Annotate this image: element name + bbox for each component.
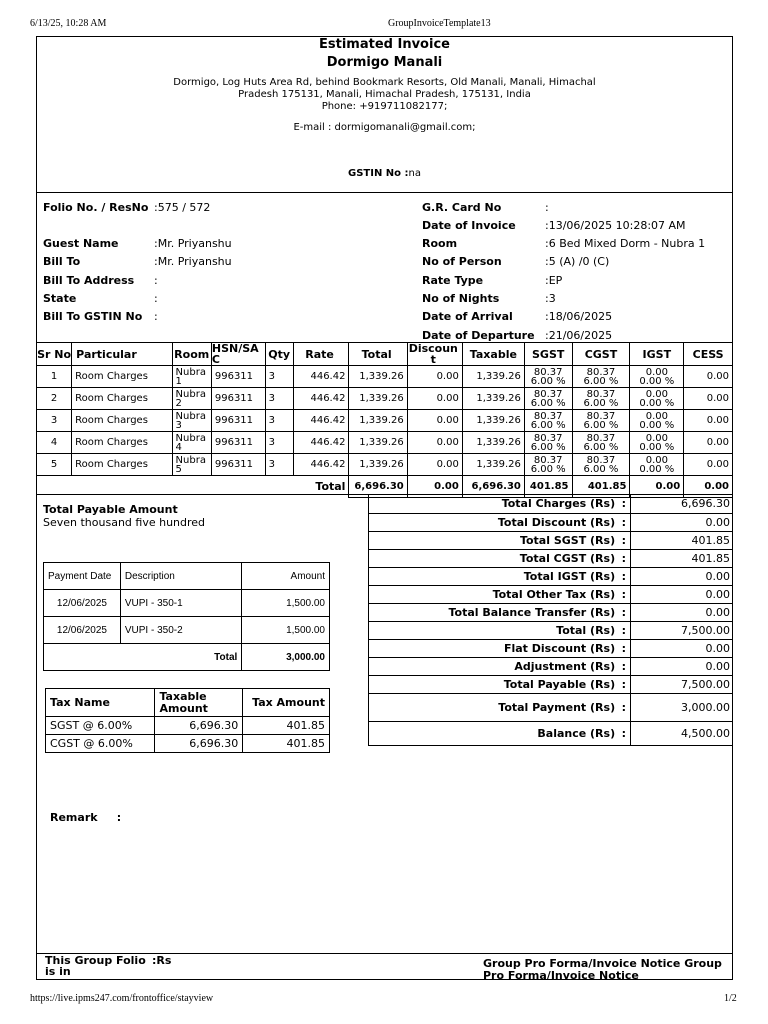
table-row: 3 Room Charges Nubra 3 996311 3 446.42 1,339.26 0.00 1,339.26 80.37 6.00 % 80.37 6.00 % 0.00 0.00 % 0.00 [37,410,733,432]
bill-to-value: :Mr. Priyanshu [154,255,232,268]
arrival-label: Date of Arrival [422,310,513,323]
payments-total-label: Total [44,644,242,671]
col-rate: Rate [293,343,349,366]
room-value: :6 Bed Mixed Dorm - Nubra 1 [545,237,706,250]
col-srno: Sr No [37,343,72,366]
items-table [36,342,733,498]
col-cgst: CGST [572,343,630,366]
print-doc-title: GroupInvoiceTemplate13 [388,18,491,29]
folio-value: :575 / 572 [154,201,211,214]
col-taxable: Taxable [462,343,524,366]
invoice-date-value: :13/06/2025 10:28:07 AM [545,219,686,232]
summary-row: Total Balance Transfer (Rs) : 0.00 [369,603,734,621]
col-taxable-amount: Taxable Amount [155,689,243,717]
table-row: 5 Room Charges Nubra 5 996311 3 446.42 1,339.26 0.00 1,339.26 80.37 6.00 % 80.37 6.00 % 0.00 0.00 % 0.00 [37,454,733,476]
summary-row: Total CGST (Rs) : 401.85 [369,549,734,567]
departure-value: :21/06/2025 [545,329,613,342]
items-total-cess: 0.00 [684,476,733,498]
invoice-date-label: Date of Invoice [422,219,516,232]
gstin-value: na [408,168,421,179]
col-tax-name: Tax Name [46,689,155,717]
payable-words-block [43,503,205,529]
guest-name-value: :Mr. Priyanshu [154,237,232,250]
footer-currency: :Rs [152,954,172,967]
payments-table [43,562,330,671]
payable-words: Seven thousand five hundred [43,516,206,529]
rate-type-value: :EP [545,274,563,287]
tax-summary-table [45,688,330,753]
bill-to-gstin-label: Bill To GSTIN No [43,310,143,323]
table-row: 12/06/2025 VUPI - 350-1 1,500.00 [44,590,330,617]
items-total-discount: 0.00 [407,476,462,498]
summary-row: Total Charges (Rs) : 6,696.30 [369,495,734,513]
gstin-label: GSTIN No : [348,168,409,179]
folio-label: Folio No. / ResNo [43,201,149,214]
gstin-row [36,168,733,179]
summary-row: Adjustment (Rs) : 0.00 [369,657,734,675]
nights-value: :3 [545,292,556,305]
departure-label: Date of Departure [422,329,535,342]
summary-row: Balance (Rs) : 4,500.00 [369,721,734,745]
bill-to-address-value: : [154,274,158,287]
col-igst: IGST [630,343,684,366]
col-particular: Particular [72,343,172,366]
col-cess: CESS [684,343,733,366]
summary-row: Total Other Tax (Rs) : 0.00 [369,585,734,603]
print-datetime: 6/13/25, 10:28 AM [30,18,107,29]
col-amount: Amount [242,563,330,590]
payments-total: 3,000.00 [242,644,330,671]
invoice-header [36,36,733,134]
col-qty: Qty [265,343,293,366]
footer-notice: Group Pro Forma/Invoice Notice Group Pro Forma/Invoice Notice [483,957,722,982]
table-row: 2 Room Charges Nubra 2 996311 3 446.42 1,339.26 0.00 1,339.26 80.37 6.00 % 80.37 6.00 % 0.00 0.00 % 0.00 [37,388,733,410]
print-page-number: 1/2 [724,993,737,1004]
nights-label: No of Nights [422,292,500,305]
hotel-address-line2: Pradesh 175131, Manali, Himachal Pradesh, 175131, India [238,89,531,100]
summary-row: Total Payment (Rs) : 3,000.00 [369,693,734,721]
table-row: 1 Room Charges Nubra 1 996311 3 446.42 1,339.26 0.00 1,339.26 80.37 6.00 % 80.37 6.00 % 0.00 0.00 % 0.00 [37,366,733,388]
col-description: Description [120,563,241,590]
hotel-address-line1: Dormigo, Log Huts Area Rd, behind Bookmark Resorts, Old Manali, Manali, Himachal [173,77,596,88]
col-discount: Discoun t [407,343,462,366]
rate-type-label: Rate Type [422,274,484,287]
header-divider [36,192,733,193]
items-total-taxable: 6,696.30 [462,476,524,498]
items-total-igst: 0.00 [630,476,684,498]
invoice-title: Estimated Invoice [319,37,450,52]
tax-header-row [46,689,330,717]
items-header-row [37,343,733,366]
state-label: State [43,292,77,305]
col-hsn: HSN/SA C [211,343,265,366]
col-tax-amount: Tax Amount [243,689,330,717]
persons-label: No of Person [422,255,502,268]
table-row: 12/06/2025 VUPI - 350-2 1,500.00 [44,617,330,644]
remark-label: Remark : [50,811,122,824]
summary-row: Total Discount (Rs) : 0.00 [369,513,734,531]
items-total-label: Total [37,476,349,498]
summary-row: Flat Discount (Rs) : 0.00 [369,639,734,657]
gr-card-value: : [545,201,549,214]
table-row: 4 Room Charges Nubra 4 996311 3 446.42 1,339.26 0.00 1,339.26 80.37 6.00 % 80.37 6.00 % 0.00 0.00 % 0.00 [37,432,733,454]
summary-row: Total Payable (Rs) : 7,500.00 [369,675,734,693]
summary-row: Total IGST (Rs) : 0.00 [369,567,734,585]
items-total-cgst: 401.85 [572,476,630,498]
col-sgst: SGST [524,343,572,366]
bill-to-label: Bill To [43,255,81,268]
hotel-name: Dormigo Manali [326,55,443,70]
col-room: Room [172,343,211,366]
summary-row: Total SGST (Rs) : 401.85 [369,531,734,549]
col-total: Total [349,343,407,366]
payments-header-row [44,563,330,590]
summary-table [368,495,733,746]
room-label: Room [422,237,458,250]
payments-total-row [44,644,330,671]
items-total-sgst: 401.85 [524,476,572,498]
payable-label: Total Payable Amount [43,503,178,516]
state-value: : [154,292,158,305]
print-url: https://live.ipms247.com/frontoffice/stayview [30,993,214,1004]
footer-folio-note: This Group Folio is in [45,954,146,978]
col-payment-date: Payment Date [44,563,121,590]
guest-name-label: Guest Name [43,237,119,250]
gr-card-label: G.R. Card No [422,201,502,214]
table-row: CGST @ 6.00% 6,696.30 401.85 [46,735,330,753]
items-total-amount: 6,696.30 [349,476,407,498]
hotel-email: E-mail : dormigomanali@gmail.com; [293,122,476,133]
hotel-phone: Phone: +919711082177; [321,101,448,112]
summary-row: Total (Rs) : 7,500.00 [369,621,734,639]
persons-value: :5 (A) /0 (C) [545,255,610,268]
arrival-value: :18/06/2025 [545,310,613,323]
table-row: SGST @ 6.00% 6,696.30 401.85 [46,717,330,735]
bill-to-gstin-value: : [154,310,158,323]
bill-to-address-label: Bill To Address [43,274,135,287]
